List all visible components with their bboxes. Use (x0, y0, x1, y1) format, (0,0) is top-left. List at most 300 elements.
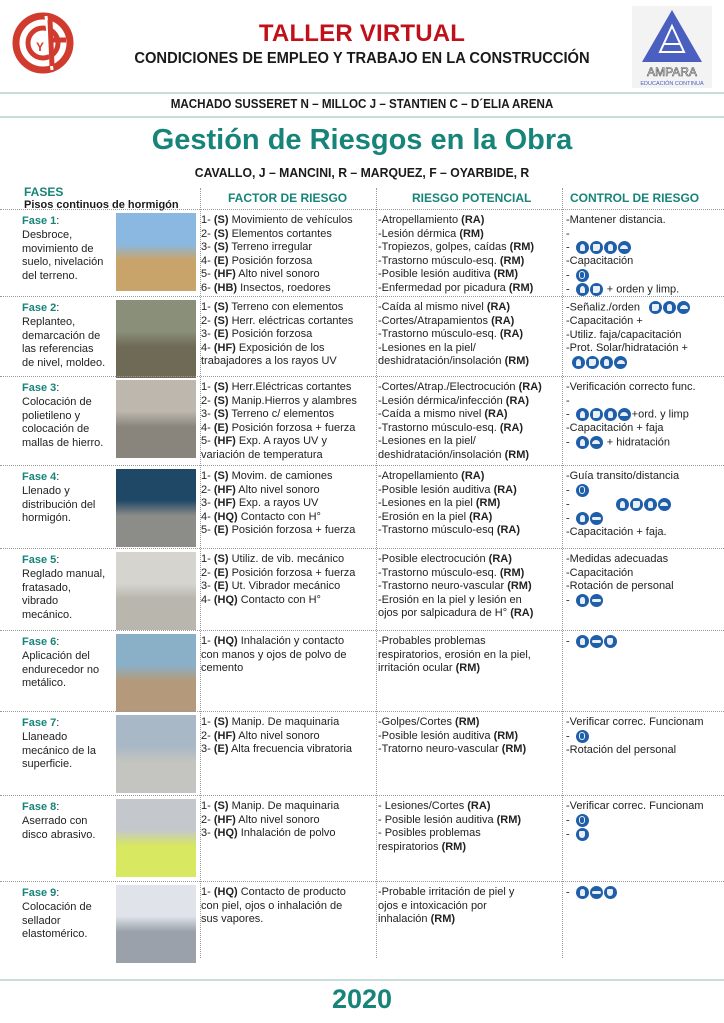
risk-factors-cell (201, 214, 373, 296)
risk-factor-code: (S) (213, 314, 229, 327)
risk-factors-cell (201, 470, 373, 538)
ppe-goggle-icon (590, 594, 603, 607)
risk-factor-text: Utiliz. de vib. mecánico (228, 553, 345, 565)
phase-description-line: Reglado manual, (22, 567, 106, 580)
phase-photo-concrete-truck-pour (116, 469, 196, 547)
potential-risk-item (378, 524, 560, 538)
risk-factors-cell (201, 553, 373, 607)
risk-control-item (566, 241, 724, 255)
risk-level: (RA) (469, 510, 493, 523)
risk-factor-text: 6- (201, 281, 214, 294)
potential-risk-item (378, 214, 560, 228)
risk-control-item (566, 886, 724, 900)
risk-text: respiratorios (378, 840, 442, 853)
ppe-glove-icon (600, 356, 613, 369)
risk-control-item (566, 381, 724, 395)
risk-control-item (566, 512, 724, 526)
phase-photo-skid-steer-loader (116, 213, 196, 291)
control-text: -Utiliz. faja/capacitación (566, 328, 682, 341)
risk-factor-text: 3- (201, 580, 214, 593)
risk-factor-code: (E) (213, 328, 229, 341)
risk-control-item (566, 553, 724, 567)
risk-factor-text: 1- (201, 886, 214, 898)
phase-row (0, 797, 724, 882)
phase-label: Fase 5: Reglado manual, fratasado, vibrado mecánico. (22, 554, 122, 623)
phase-description-line: vibrado (22, 595, 59, 608)
control-text: - (566, 283, 570, 296)
control-text: - (566, 408, 570, 421)
risk-level: (RA) (499, 328, 524, 341)
potential-risk-item (378, 381, 560, 395)
header-divider (0, 92, 724, 94)
risk-text: -Enfermedad por picadura (378, 281, 509, 294)
risk-text: -Tratorno neuro-vascular (378, 743, 502, 756)
risk-factor-text: cemento (201, 662, 244, 675)
potential-risks-cell (378, 381, 560, 463)
risk-text: -Lesiones en la piel (378, 497, 476, 510)
control-text: - (566, 436, 570, 449)
risk-factor-text: Posición forzosa (228, 328, 313, 341)
risk-level: (RA) (505, 394, 530, 407)
risk-factors-cell (201, 716, 373, 757)
risk-factor-code: (S) (213, 241, 229, 254)
risk-controls-cell (566, 716, 724, 757)
risk-factor-item (201, 255, 373, 269)
risk-factor-text: Posición forzosa (228, 254, 313, 267)
phase-label: Fase 3: Colocación de polietileno y colocación de mallas de hierro. (22, 382, 122, 451)
risk-factor-item (201, 484, 373, 498)
potential-risk-item (378, 716, 560, 730)
risk-control-item (566, 356, 724, 370)
control-text: - (566, 498, 570, 510)
phase-description-line: Colocación de (22, 395, 92, 408)
risk-factor-item (201, 814, 373, 828)
risk-level: (RM) (504, 355, 530, 368)
potential-risk-item (378, 228, 560, 242)
risk-factor-item (201, 470, 373, 484)
risk-level: (RA) (486, 301, 511, 313)
risk-text: -Trastorno músculo-esq (378, 524, 497, 537)
risk-factor-item (201, 580, 373, 594)
control-text: -Prot. Solar/hidratación + (566, 342, 688, 355)
ppe-goggle-icon (590, 886, 603, 899)
phase-label: Fase 4: Llenado y distribución del hormigón. (22, 471, 122, 526)
ppe-ear-icon (576, 269, 589, 282)
control-text: -Verificación correcto func. (566, 381, 696, 393)
control-text: - (566, 828, 570, 840)
risk-factors-cell (201, 381, 373, 463)
risk-control-item (566, 594, 724, 608)
phase-photo-screeding-concrete (116, 552, 196, 630)
risk-text: -Trastorno neuro-vascular (378, 580, 508, 593)
control-text: -Capacitación (566, 566, 634, 579)
risk-level: (RM) (455, 716, 480, 728)
potential-risk-item (378, 635, 560, 649)
risk-text: -Atropellamiento (378, 470, 462, 482)
potential-risk-item (378, 607, 560, 621)
risk-controls-cell (566, 800, 724, 842)
risk-factor-item (201, 282, 373, 296)
control-text: -Guía transito/distancia (566, 470, 680, 482)
ppe-helmet-icon (614, 356, 627, 369)
risk-level: (RM) (459, 227, 484, 240)
phase-name: Fase 9 (22, 887, 57, 899)
risk-control-item (566, 228, 724, 242)
phase-label: Fase 7: Llaneado mecánico de la superficie. (22, 717, 122, 772)
phase-description-line: Aserrado con (22, 814, 88, 827)
potential-risk-item (378, 662, 560, 676)
ppe-boot-icon (649, 301, 662, 314)
workshop-title: TALLER VIRTUAL (258, 20, 466, 47)
risk-factor-text: 1- (201, 635, 214, 647)
potential-risk-item (378, 497, 560, 511)
risk-factor-text: Terreno c/ elementos (228, 408, 335, 421)
ppe-glove-icon (604, 241, 617, 254)
risk-factor-item (201, 381, 373, 395)
risk-level: (RA) (467, 800, 491, 812)
risk-factor-item (201, 594, 373, 608)
control-text: - (566, 241, 570, 254)
phase-description-line: Aplicación del (22, 649, 90, 662)
risk-level: (RA) (488, 553, 512, 565)
control-text: -Capacitación + (566, 315, 643, 327)
phase-description-line: metálico. (22, 677, 67, 690)
potential-risk-item (378, 511, 560, 525)
risk-factor-item (201, 268, 373, 282)
risk-factor-code: (S) (213, 800, 229, 812)
control-text: -Medidas adecuadas (566, 553, 669, 565)
potential-risk-item (378, 342, 560, 356)
page-title: Gestión de Riesgos en la Obra (151, 124, 573, 156)
risk-factors-cell (201, 635, 373, 676)
risk-controls-cell (566, 470, 724, 539)
risk-control-item (566, 635, 724, 649)
ppe-glove-icon (576, 594, 589, 607)
risk-factor-text: 2- (201, 729, 214, 742)
risk-level: (RM) (504, 448, 530, 461)
column-header-riesgo: RIESGO POTENCIAL (412, 191, 532, 205)
control-text: -Capacitación (566, 255, 634, 268)
workshop-authors: MACHADO SUSSERET N – MILLOC J – STANTIEN C – D´ELIA ARENA (170, 97, 554, 111)
risk-text: -Lesiones en la piel/ (378, 341, 476, 354)
risk-level: (RM) (493, 729, 519, 742)
risk-factor-text: 1- (201, 553, 214, 565)
risk-factor-code: (HQ) (213, 886, 238, 898)
phase-row (0, 211, 724, 297)
risk-level: (RA) (518, 381, 542, 393)
risk-factor-text: Manip. De maquinaria (228, 800, 340, 812)
potential-risk-item (378, 743, 560, 757)
control-suffix: + orden y limp. (603, 283, 680, 296)
phase-name: Fase 6 (22, 636, 57, 648)
risk-level: (RA) (493, 483, 517, 496)
control-text: - (566, 484, 570, 496)
risk-control-item (566, 814, 724, 828)
ppe-boot-icon (590, 283, 603, 296)
potential-risks-cell (378, 470, 560, 538)
control-suffix: + hidratación (603, 436, 671, 449)
phase-photo-site-layout-stakes (116, 300, 196, 378)
risk-factor-code: (S) (213, 408, 229, 421)
risk-level: (RM) (509, 241, 535, 254)
risk-factor-text: Manip. De maquinaria (228, 716, 340, 728)
control-text: - (566, 730, 570, 742)
ppe-mask-icon (604, 635, 617, 648)
risk-level: (RM) (508, 281, 534, 294)
ppe-ear-icon (576, 730, 589, 743)
potential-risks-cell (378, 716, 560, 757)
ppe-mask-icon (576, 828, 589, 841)
risk-factor-text: Movim. de camiones (228, 470, 333, 482)
row-divider (0, 548, 724, 549)
column-header-fases: FASES (24, 185, 64, 199)
risk-control-item (566, 730, 724, 744)
risk-factor-item (201, 635, 373, 649)
phase-photo-power-trowel-operator (116, 715, 196, 793)
phase-description-line: suelo, nivelación (22, 256, 104, 269)
risk-level: (RM) (455, 662, 481, 675)
ppe-suit-icon (576, 283, 589, 296)
phase-description-line: colocación de (22, 423, 90, 436)
potential-risk-item (378, 827, 560, 841)
phase-label: Fase 8: Aserrado con disco abrasivo. (22, 801, 122, 842)
poster-authors: CAVALLO, J – MANCINI, R – MARQUEZ, F – OYARBIDE, R (194, 165, 530, 180)
risk-factor-text: Alto nivel sonoro (235, 729, 320, 742)
phase-description-line: Llaneado (22, 730, 68, 743)
risk-level: (RA) (491, 314, 515, 327)
risk-controls-cell (566, 635, 724, 649)
phase-description-line: hormigón. (22, 512, 71, 525)
phase-description-line: mecánico. (22, 609, 73, 622)
phase-label: Fase 1: Desbroce, movimiento de suelo, nivelación del terreno. (22, 215, 122, 284)
risk-factor-text: 3- (201, 408, 214, 421)
risk-factor-code: (HF) (213, 497, 236, 510)
ppe-glove-icon (604, 408, 617, 421)
risk-text: deshidratación/insolación (378, 355, 505, 368)
potential-risks-cell (378, 886, 560, 927)
ampara-name: AMPARA (647, 65, 697, 79)
risk-text: -Lesión dérmica (378, 227, 460, 240)
risk-factor-code: (S) (213, 394, 229, 407)
control-text: -Mantener distancia. (566, 214, 666, 226)
phase-name: Fase 8 (22, 801, 57, 813)
risk-control-item (566, 436, 724, 450)
phase-row (0, 378, 724, 466)
risk-control-item (566, 800, 724, 814)
ppe-glove-icon (576, 512, 589, 525)
potential-risk-item (378, 900, 560, 914)
control-text: - (566, 269, 570, 282)
risk-control-item (566, 526, 724, 540)
risk-factor-item (201, 827, 373, 841)
potential-risk-item (378, 913, 560, 927)
risk-factor-item (201, 342, 373, 356)
phase-label: Fase 2: Replanteo, demarcación de las referencias de nivel, moldeo. (22, 302, 122, 371)
ppe-glove-icon (576, 635, 589, 648)
risk-factor-text: Posición forzosa + fuerza (228, 566, 356, 579)
risk-factor-text: 1- (201, 214, 214, 226)
risk-factor-text: 3- (201, 241, 214, 254)
phase-photo-sealant-gun-application (116, 885, 196, 963)
risk-factor-code: (S) (213, 301, 229, 313)
phase-description-line: mecánico de la (22, 744, 96, 757)
risk-level: (RM) (493, 268, 519, 281)
potential-risk-item (378, 315, 560, 329)
phase-row (0, 713, 724, 796)
potential-risk-item (378, 800, 560, 814)
risk-factor-text: 4- (201, 421, 214, 434)
phase-row (0, 550, 724, 631)
risk-text: -Lesiones en la piel/ (378, 435, 476, 448)
risk-factor-text: Elementos cortantes (228, 227, 332, 240)
risk-factor-code: (HF) (213, 268, 236, 281)
risk-factor-item (201, 228, 373, 242)
risk-factor-text: con piel, ojos o inhalación de (201, 899, 343, 912)
potential-risks-cell (378, 800, 560, 854)
risk-control-item (566, 269, 724, 283)
risk-factor-item (201, 913, 373, 927)
risk-factor-item (201, 241, 373, 255)
risk-factors-cell (201, 800, 373, 841)
risk-factor-text: 2- (201, 314, 214, 327)
risk-factor-text: 3- (201, 328, 214, 341)
risk-factor-text: 1- (201, 381, 214, 393)
control-text: - (566, 594, 570, 607)
risk-level: (RM) (507, 580, 532, 593)
potential-risk-item (378, 422, 560, 436)
risk-factor-item (201, 214, 373, 228)
control-suffix: +ord. y limp (631, 408, 689, 421)
risk-factor-item (201, 900, 373, 914)
risk-factor-text: sus vapores. (201, 913, 264, 926)
ppe-helmet-icon (618, 408, 631, 421)
ppe-helmet-icon (677, 301, 690, 314)
control-text: - (566, 886, 570, 899)
control-text: - (566, 512, 570, 524)
risk-factor-text: Alto nivel sonoro (235, 268, 320, 281)
risk-text: -Trastorno músculo-esq. (378, 421, 500, 434)
risk-text: - Posibles problemas (378, 827, 481, 840)
risk-factor-text: Insectos, roedores (237, 281, 331, 294)
ppe-helmet-icon (590, 436, 603, 449)
risk-text: -Cortes/Atrapamientos (378, 314, 492, 327)
risk-factor-text: Exposición de los (235, 341, 325, 354)
row-divider (0, 296, 724, 297)
phase-row (0, 883, 724, 973)
phase-description-line: polietileno y (22, 409, 81, 422)
phase-description-line: endurecedor no (22, 663, 100, 676)
phase-name: Fase 4 (22, 471, 57, 483)
phase-description-line: Llenado y (22, 484, 70, 497)
risk-factor-text: con manos y ojos de polvo de (201, 648, 347, 661)
control-text: - (566, 227, 570, 240)
risk-factor-text: 2- (201, 227, 214, 240)
logo-letter: Y (36, 40, 45, 54)
header (0, 0, 724, 95)
risk-level: (RM) (475, 497, 501, 510)
phase-photo-steel-mesh-on-polyethylene (116, 380, 196, 458)
risk-text: -Posible electrocución (378, 553, 489, 565)
risk-text: -Cortes/Atrap./Electrocución (378, 381, 519, 393)
risk-controls-cell (566, 214, 724, 297)
control-text: -Rotación de personal (566, 580, 674, 593)
risk-factor-text: Contacto con H° (237, 593, 321, 606)
risk-factor-code: (HQ) (213, 635, 238, 647)
ampara-logo (632, 6, 712, 88)
risk-factor-code: (HF) (213, 483, 236, 496)
risk-text: -Caída al mismo nivel (378, 301, 487, 313)
risk-level: (RM) (441, 840, 467, 853)
risk-control-item (566, 470, 724, 484)
control-text: - (566, 394, 570, 407)
row-divider (0, 795, 724, 796)
risk-factor-item (201, 730, 373, 744)
risk-text: -Trastorno músculo-esq. (378, 254, 500, 267)
risk-level: (RM) (496, 813, 522, 826)
risk-factor-code: (E) (213, 524, 229, 537)
risk-factor-text: 4- (201, 510, 214, 523)
risk-factor-text: 3- (201, 827, 214, 840)
potential-risk-item (378, 255, 560, 269)
risk-text: -Atropellamiento (378, 214, 462, 226)
risk-text: -Erosión en la piel (378, 510, 470, 523)
risk-factor-item (201, 408, 373, 422)
risk-factor-item (201, 497, 373, 511)
risk-text: -Tropiezos, golpes, caídas (378, 241, 510, 254)
column-header-factor: FACTOR DE RIESGO (228, 191, 348, 205)
phase-photo-concrete-saw-cutting (116, 799, 196, 877)
phase-description-line: demarcación de (22, 329, 101, 342)
risk-factor-text: Posición forzosa + fuerza (228, 421, 356, 434)
risk-factor-text: Contacto de producto (237, 886, 346, 898)
phase-description-line: sellador (22, 914, 61, 927)
row-divider (0, 376, 724, 377)
risk-factor-text: 2- (201, 813, 214, 826)
ppe-boot-icon (586, 356, 599, 369)
authors-divider (0, 116, 724, 118)
risk-factors-cell (201, 301, 373, 369)
row-divider (0, 630, 724, 631)
risk-text: -Probables problemas (378, 635, 486, 647)
potential-risk-item (378, 470, 560, 484)
risk-control-item (566, 422, 724, 436)
ppe-mask-icon (604, 886, 617, 899)
phase-description-line: Colocación de (22, 900, 92, 913)
risk-factor-text: Exp. a rayos UV (235, 497, 319, 510)
risk-factor-item (201, 716, 373, 730)
risk-factor-code: (S) (213, 227, 229, 240)
footer-divider (0, 979, 724, 981)
ppe-ear-icon (576, 814, 589, 827)
potential-risk-item (378, 282, 560, 296)
potential-risk-item (378, 580, 560, 594)
risk-text: respiratorios, erosión en la piel, (378, 648, 531, 661)
risk-factor-text: Inhalación de polvo (237, 827, 336, 840)
risk-level: (RA) (484, 408, 508, 421)
risk-factor-code: (E) (213, 566, 229, 579)
potential-risk-item (378, 355, 560, 369)
risk-factor-item (201, 355, 373, 369)
phase-description-line: superficie. (22, 758, 73, 771)
risk-factor-item (201, 524, 373, 538)
risk-controls-cell (566, 301, 724, 370)
risk-factor-text: 4- (201, 593, 214, 606)
risk-factor-item (201, 435, 373, 449)
risk-control-item (566, 744, 724, 758)
risk-factor-text: 3- (201, 743, 214, 756)
phase-name: Fase 2 (22, 302, 57, 314)
risk-control-item (566, 484, 724, 498)
